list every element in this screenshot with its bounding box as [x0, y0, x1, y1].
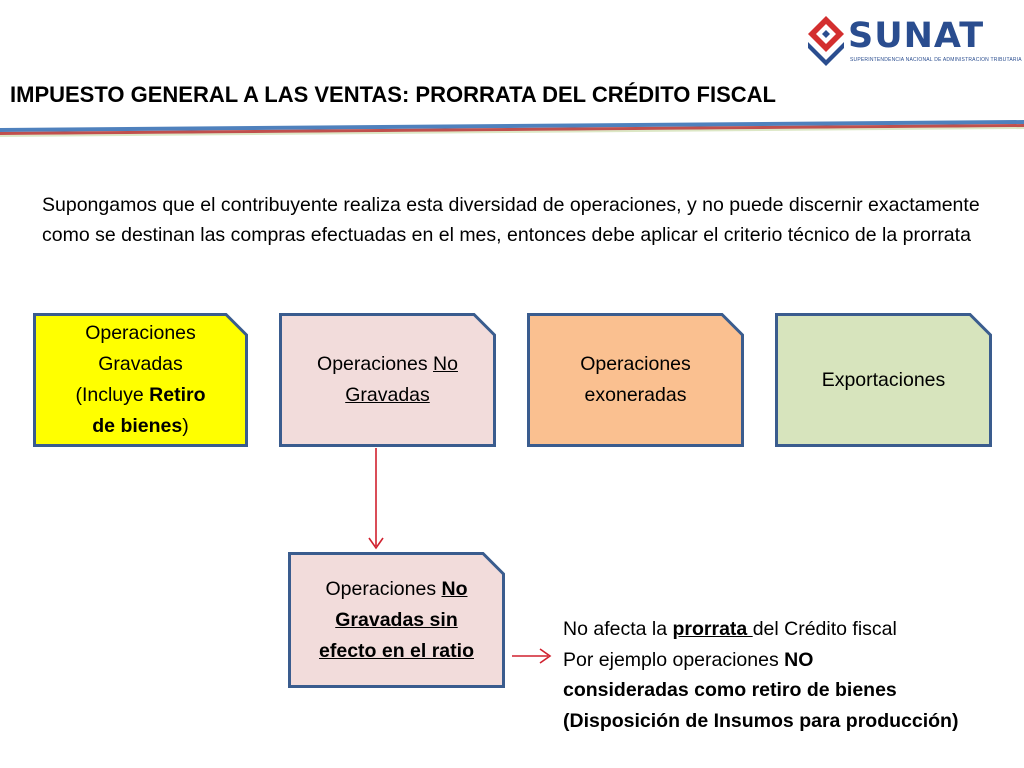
note-no: NO — [784, 648, 814, 671]
note-prorrata: prorrata — [672, 618, 753, 640]
box-no-gravadas-sin-efecto — [288, 552, 505, 688]
label-line2: exoneradas — [584, 384, 687, 406]
label-bold-retiro: Retiro — [149, 384, 206, 406]
label-line3: (Incluye — [75, 384, 150, 406]
label-line1: Operaciones — [85, 322, 196, 344]
note-part1: No afecta la — [563, 618, 673, 640]
right-arrowhead — [540, 649, 550, 663]
label-text: Exportaciones — [821, 368, 946, 391]
note-part3: consideradas como retiro de bienes (Disposición de Insumos para producción) — [563, 679, 959, 732]
box-operaciones-exoneradas — [527, 313, 744, 447]
logo-subtitle: SUPERINTENDENCIA NACIONAL DE ADMINISTRACION TRIBUTARIA — [850, 57, 1022, 63]
label-text: Operaciones — [317, 353, 434, 375]
label-bold-bienes: de bienes — [92, 415, 183, 437]
box-exportaciones — [775, 313, 992, 447]
box-operaciones-no-gravadas — [279, 313, 496, 447]
box-operaciones-gravadas — [33, 313, 248, 447]
title-underline-stripes — [0, 114, 1024, 140]
label-underlined-gravadas-sin: Gravadas sin — [335, 608, 458, 631]
note-part2: Por ejemplo operaciones — [563, 648, 785, 671]
label-text: Operaciones — [325, 577, 442, 600]
label-underlined-no: No — [433, 353, 458, 375]
page-title: IMPUESTO GENERAL A LAS VENTAS: PRORRATA DEL CRÉDITO FISCAL — [10, 82, 776, 107]
sunat-emblem-icon — [806, 14, 846, 66]
sunat-logo — [806, 14, 1022, 68]
label-underlined-no: No — [441, 577, 468, 600]
note-part1-post: del Crédito fiscal — [752, 618, 897, 640]
label-close: ) — [182, 415, 189, 437]
label-line2: Gravadas — [98, 353, 183, 375]
down-arrowhead — [369, 538, 383, 548]
note-text — [563, 614, 1003, 736]
logo-wordmark: SUNAT — [848, 16, 985, 56]
label-line1: Operaciones — [580, 353, 691, 375]
label-underlined-efecto: efecto en el ratio — [319, 639, 474, 662]
label-underlined-gravadas: Gravadas — [345, 384, 430, 406]
intro-text: Supongamos que el contribuyente realiza esta diversidad de operaciones, y no puede discernir exactamente como se destinan las compras efectuadas en el mes, entonces debe aplicar el criterio técnico de la prorrata — [42, 194, 980, 246]
